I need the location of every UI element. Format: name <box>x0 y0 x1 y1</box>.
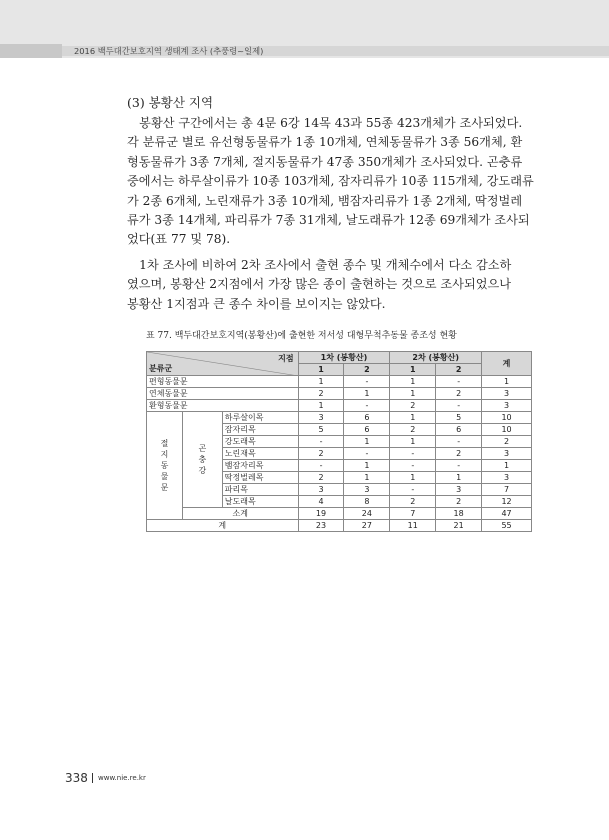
cell: - <box>436 436 482 448</box>
survey-1-header: 1차 (봉황산) <box>298 352 390 364</box>
cell: 1 <box>344 460 390 472</box>
row-label: 하루살이목 <box>222 412 298 424</box>
table-row <box>147 400 532 412</box>
cell: 6 <box>344 424 390 436</box>
row-label: 날도래목 <box>222 496 298 508</box>
paragraph-line: 었다(표 77 및 78). <box>127 232 231 247</box>
cell: 12 <box>482 496 532 508</box>
cell: 1 <box>390 376 436 388</box>
paragraph-line: 중에서는 하루살이류가 10종 103개체, 잠자리류가 10종 115개체, 강도래류 <box>127 174 534 189</box>
cell: - <box>298 436 344 448</box>
cell: 19 <box>298 508 344 520</box>
class-char: 곤 <box>198 444 207 453</box>
subtotal-row <box>147 508 532 520</box>
phylum-char: 문 <box>160 483 169 492</box>
row-label: 파리목 <box>222 484 298 496</box>
cell: 3 <box>482 400 532 412</box>
cell: 2 <box>436 448 482 460</box>
table-row <box>147 412 532 424</box>
cell: 1 <box>390 436 436 448</box>
grand-total-label: 계 <box>147 520 299 532</box>
cell: 8 <box>344 496 390 508</box>
cell: 11 <box>390 520 436 532</box>
cell: 3 <box>344 484 390 496</box>
survey-2-header: 2차 (봉황산) <box>390 352 482 364</box>
row-label: 강도래목 <box>222 436 298 448</box>
cell: - <box>390 460 436 472</box>
cell: 1 <box>344 436 390 448</box>
paragraph-line: 가 2종 6개체, 노린재류가 3종 10개체, 뱀잠자리류가 1종 2개체, 딱정벌레 <box>127 193 523 208</box>
cell: 2 <box>298 472 344 484</box>
paragraph-line: 였으며, 봉황산 2지점에서 가장 많은 종이 출현하는 것으로 조사되었으나 <box>127 277 512 292</box>
cell: 10 <box>482 424 532 436</box>
cell: 5 <box>436 412 482 424</box>
cell: - <box>344 376 390 388</box>
cell: - <box>344 448 390 460</box>
cell: - <box>436 376 482 388</box>
point-header: 2 <box>436 364 482 376</box>
cell: 2 <box>298 448 344 460</box>
cell: 3 <box>482 388 532 400</box>
cell: 6 <box>344 412 390 424</box>
cell: 1 <box>390 388 436 400</box>
cell: 3 <box>482 472 532 484</box>
table-caption: 표 77. 백두대간보호지역(봉황산)에 출현한 저서성 대형무척추동물 종조성 현황 <box>146 331 457 341</box>
cell: 1 <box>298 400 344 412</box>
cell: 1 <box>482 460 532 472</box>
cell: 2 <box>390 424 436 436</box>
table-row <box>147 388 532 400</box>
cell: 7 <box>482 484 532 496</box>
cell: 3 <box>298 412 344 424</box>
row-label: 잠자리목 <box>222 424 298 436</box>
cell: 3 <box>482 448 532 460</box>
phylum-char: 동 <box>160 461 169 470</box>
cell: - <box>390 484 436 496</box>
point-header: 1 <box>390 364 436 376</box>
row-label: 뱀잠자리목 <box>222 460 298 472</box>
row-label: 딱정벌레목 <box>222 472 298 484</box>
class-label <box>182 412 222 508</box>
category-label: 분류군 <box>149 364 173 373</box>
header-tab <box>0 44 62 58</box>
paragraph-line: 1차 조사에 비하여 2차 조사에서 출현 종수 및 개체수에서 다소 감소하 <box>127 258 512 272</box>
cell: 7 <box>390 508 436 520</box>
cell: 6 <box>436 424 482 436</box>
cell: - <box>436 460 482 472</box>
class-char: 강 <box>198 466 207 475</box>
section-title: (3) 봉황산 지역 <box>127 95 214 110</box>
cell: 27 <box>344 520 390 532</box>
diagonal-header-cell <box>147 352 299 376</box>
site-label: 지점 <box>278 354 294 363</box>
paragraph-line: 형동물류가 3종 7개체, 절지동물류가 47종 350개체가 조사되었다. 곤충류 <box>127 154 523 169</box>
paragraph-line: 각 분류군 별로 유선형동물류가 1종 10개체, 연체동물류가 3종 56개체, 환 <box>127 135 523 150</box>
cell: - <box>390 448 436 460</box>
cell: 1 <box>436 472 482 484</box>
cell: - <box>436 400 482 412</box>
cell: - <box>344 400 390 412</box>
grand-total-row <box>147 520 532 532</box>
cell: 2 <box>482 436 532 448</box>
cell: 47 <box>482 508 532 520</box>
cell: 1 <box>390 472 436 484</box>
phylum-char: 물 <box>160 472 169 481</box>
cell: 1 <box>344 472 390 484</box>
row-label: 연체동물문 <box>147 388 299 400</box>
paragraph-line: 류가 3종 14개체, 파리류가 7종 31개체, 날도래류가 12종 69개체가 조사되 <box>127 213 530 228</box>
cell: 5 <box>298 424 344 436</box>
point-header: 2 <box>344 364 390 376</box>
phylum-label <box>147 412 183 520</box>
cell: 2 <box>390 496 436 508</box>
cell: 2 <box>436 496 482 508</box>
cell: 23 <box>298 520 344 532</box>
paragraph-line: 봉황산 구간에서는 총 4문 6강 14목 43과 55종 423개체가 조사되었다. <box>127 116 523 130</box>
paragraph-line: 봉황산 1지점과 큰 종수 차이를 보이지는 않았다. <box>127 296 386 311</box>
cell: 2 <box>390 400 436 412</box>
cell: 21 <box>436 520 482 532</box>
row-label: 환형동물문 <box>147 400 299 412</box>
cell: 24 <box>344 508 390 520</box>
page-number: 338 <box>65 771 88 785</box>
phylum-char: 지 <box>160 450 169 459</box>
cell: 3 <box>298 484 344 496</box>
footer-separator <box>92 773 93 783</box>
cell: 1 <box>298 376 344 388</box>
point-header: 1 <box>298 364 344 376</box>
footer-url[interactable]: www.nie.re.kr <box>98 774 146 782</box>
subtotal-label: 소계 <box>182 508 298 520</box>
cell: 2 <box>298 388 344 400</box>
cell: - <box>298 460 344 472</box>
running-title: 2016 백두대간보호지역 생태계 조사 (추풍령~일제) <box>74 46 264 56</box>
species-composition-table <box>146 351 532 532</box>
cell: 55 <box>482 520 532 532</box>
paragraph-2 <box>127 256 512 314</box>
cell: 2 <box>436 388 482 400</box>
cell: 1 <box>344 388 390 400</box>
class-char: 충 <box>198 455 207 464</box>
cell: 18 <box>436 508 482 520</box>
paragraph-1 <box>127 114 534 250</box>
row-label: 노린재목 <box>222 448 298 460</box>
total-header: 계 <box>482 352 532 376</box>
cell: 3 <box>436 484 482 496</box>
cell: 4 <box>298 496 344 508</box>
table-row <box>147 376 532 388</box>
cell: 10 <box>482 412 532 424</box>
cell: 1 <box>390 412 436 424</box>
cell: 1 <box>482 376 532 388</box>
row-label: 편형동물문 <box>147 376 299 388</box>
phylum-char: 절 <box>160 439 169 448</box>
